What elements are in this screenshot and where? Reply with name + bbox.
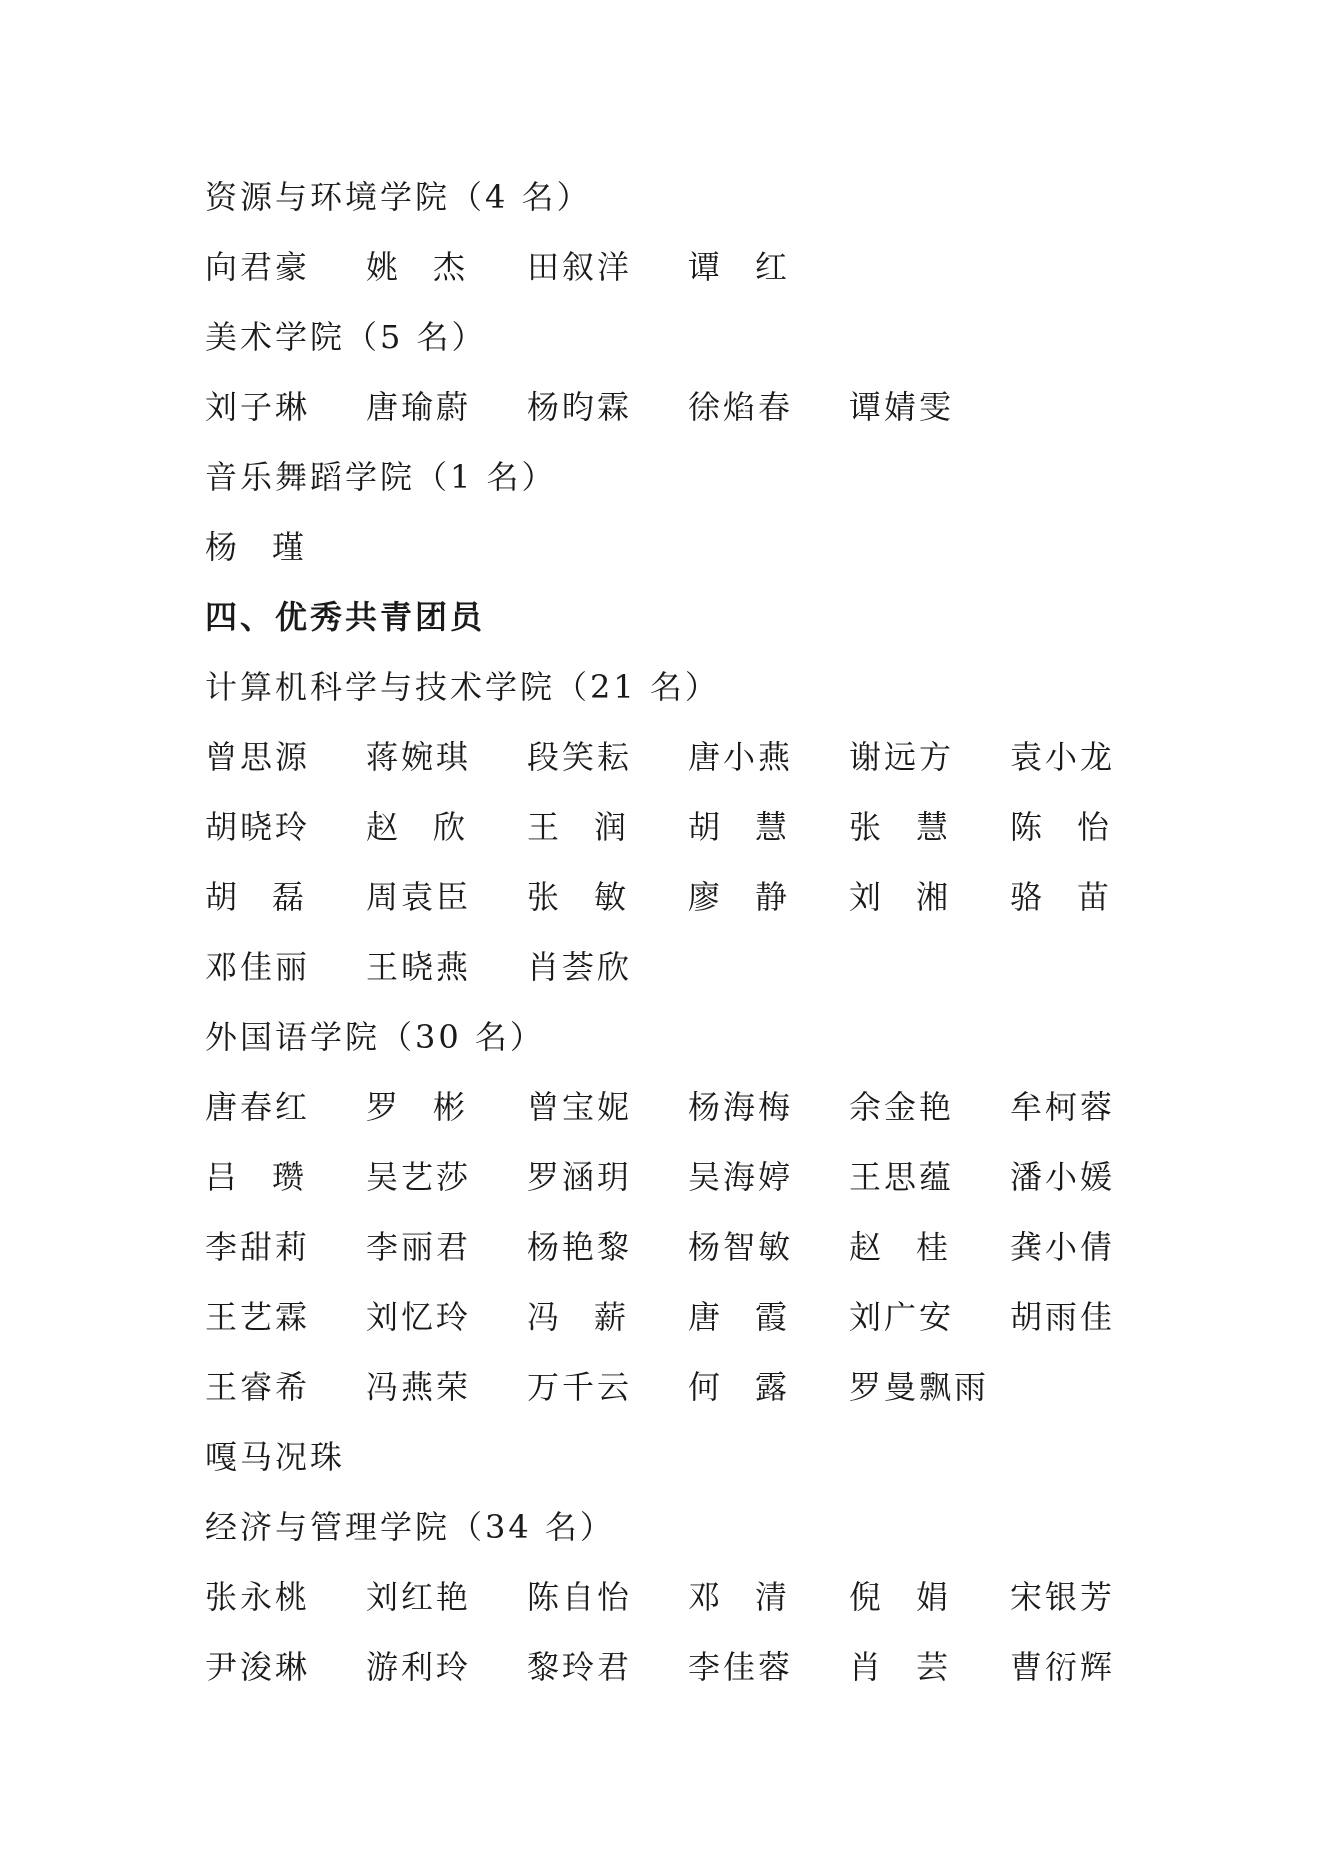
person-name: 张 慧 bbox=[849, 808, 951, 846]
person-name: 游利玲 bbox=[366, 1648, 472, 1686]
person-name: 杨艳黎 bbox=[527, 1228, 633, 1266]
person-name: 徐焰春 bbox=[688, 388, 794, 426]
person-name: 罗 彬 bbox=[366, 1088, 468, 1126]
person-name: 牟柯蓉 bbox=[1010, 1088, 1116, 1126]
person-name: 姚 杰 bbox=[366, 248, 468, 286]
person-name: 邓 清 bbox=[688, 1578, 790, 1616]
person-name: 廖 静 bbox=[688, 878, 790, 916]
person-name: 黎玲君 bbox=[527, 1648, 633, 1686]
person-name: 李丽君 bbox=[366, 1228, 472, 1266]
person-name: 曾宝妮 bbox=[527, 1088, 633, 1126]
person-name: 段笑耘 bbox=[527, 738, 633, 776]
person-name: 刘 湘 bbox=[849, 878, 951, 916]
person-name: 刘红艳 bbox=[366, 1578, 472, 1616]
person-name: 张永桃 bbox=[205, 1578, 311, 1616]
person-name: 刘子琳 bbox=[205, 388, 311, 426]
person-name: 肖 芸 bbox=[849, 1648, 951, 1686]
person-name: 嘎马况珠 bbox=[205, 1438, 346, 1476]
person-name: 吴艺莎 bbox=[366, 1158, 472, 1196]
person-name: 赵 桂 bbox=[849, 1228, 951, 1266]
person-name: 杨海梅 bbox=[688, 1088, 794, 1126]
name-row bbox=[205, 720, 1165, 790]
person-name: 邓佳丽 bbox=[205, 948, 311, 986]
person-name: 谭 红 bbox=[688, 248, 790, 286]
name-row bbox=[205, 1560, 1165, 1630]
name-row bbox=[205, 1070, 1165, 1140]
name-row bbox=[205, 230, 1165, 300]
name-row bbox=[205, 860, 1165, 930]
person-name: 何 露 bbox=[688, 1368, 790, 1406]
college-title: 外国语学院（30 名） bbox=[205, 1018, 545, 1056]
person-name: 冯燕荣 bbox=[366, 1368, 472, 1406]
person-name: 王思蕴 bbox=[849, 1158, 955, 1196]
person-name: 唐小燕 bbox=[688, 738, 794, 776]
college-title: 美术学院（5 名） bbox=[205, 318, 487, 356]
name-row bbox=[205, 510, 1165, 580]
name-row bbox=[205, 1420, 1165, 1490]
person-name: 倪 娟 bbox=[849, 1578, 951, 1616]
person-name: 冯 薪 bbox=[527, 1298, 629, 1336]
person-name: 杨智敏 bbox=[688, 1228, 794, 1266]
person-name: 田叙洋 bbox=[527, 248, 633, 286]
person-name: 赵 欣 bbox=[366, 808, 468, 846]
person-name: 王 润 bbox=[527, 808, 629, 846]
person-name: 杨 瑾 bbox=[205, 528, 307, 566]
college-title: 资源与环境学院（4 名） bbox=[205, 178, 592, 216]
person-name: 龚小倩 bbox=[1010, 1228, 1116, 1266]
person-name: 潘小媛 bbox=[1010, 1158, 1116, 1196]
name-row bbox=[205, 1350, 1165, 1420]
person-name: 万千云 bbox=[527, 1368, 633, 1406]
person-name: 胡 慧 bbox=[688, 808, 790, 846]
person-name: 胡雨佳 bbox=[1010, 1298, 1116, 1336]
person-name: 杨昀霖 bbox=[527, 388, 633, 426]
person-name: 袁小龙 bbox=[1010, 738, 1116, 776]
name-row bbox=[205, 1280, 1165, 1350]
person-name: 蒋婉琪 bbox=[366, 738, 472, 776]
person-name: 唐 霞 bbox=[688, 1298, 790, 1336]
person-name: 李佳蓉 bbox=[688, 1648, 794, 1686]
person-name: 王晓燕 bbox=[366, 948, 472, 986]
name-row bbox=[205, 790, 1165, 860]
person-name: 吕 瓒 bbox=[205, 1158, 307, 1196]
college-title: 音乐舞蹈学院（1 名） bbox=[205, 458, 557, 496]
college-title: 经济与管理学院（34 名） bbox=[205, 1508, 615, 1546]
person-name: 刘广安 bbox=[849, 1298, 955, 1336]
person-name: 罗曼飘雨 bbox=[849, 1368, 990, 1406]
person-name: 曾思源 bbox=[205, 738, 311, 776]
person-name: 谭婧雯 bbox=[849, 388, 955, 426]
person-name: 骆 苗 bbox=[1010, 878, 1112, 916]
name-row bbox=[205, 1140, 1165, 1210]
person-name: 刘忆玲 bbox=[366, 1298, 472, 1336]
name-row bbox=[205, 1630, 1165, 1700]
person-name: 尹浚琳 bbox=[205, 1648, 311, 1686]
person-name: 陈自怡 bbox=[527, 1578, 633, 1616]
person-name: 胡 磊 bbox=[205, 878, 307, 916]
person-name: 胡晓玲 bbox=[205, 808, 311, 846]
person-name: 吴海婷 bbox=[688, 1158, 794, 1196]
person-name: 谢远方 bbox=[849, 738, 955, 776]
person-name: 向君豪 bbox=[205, 248, 311, 286]
name-row bbox=[205, 930, 1165, 1000]
name-row bbox=[205, 1210, 1165, 1280]
person-name: 肖荟欣 bbox=[527, 948, 633, 986]
person-name: 宋银芳 bbox=[1010, 1578, 1116, 1616]
person-name: 周袁臣 bbox=[366, 878, 472, 916]
document-body bbox=[205, 160, 1165, 1700]
person-name: 王睿希 bbox=[205, 1368, 311, 1406]
person-name: 王艺霖 bbox=[205, 1298, 311, 1336]
college-title: 计算机科学与技术学院（21 名） bbox=[205, 668, 720, 706]
person-name: 罗涵玥 bbox=[527, 1158, 633, 1196]
section-heading: 四、优秀共青团员 bbox=[205, 598, 486, 636]
person-name: 余金艳 bbox=[849, 1088, 955, 1126]
person-name: 唐春红 bbox=[205, 1088, 311, 1126]
person-name: 唐瑜蔚 bbox=[366, 388, 472, 426]
person-name: 李甜莉 bbox=[205, 1228, 311, 1266]
person-name: 陈 怡 bbox=[1010, 808, 1112, 846]
name-row bbox=[205, 370, 1165, 440]
person-name: 张 敏 bbox=[527, 878, 629, 916]
person-name: 曹衍辉 bbox=[1010, 1648, 1116, 1686]
